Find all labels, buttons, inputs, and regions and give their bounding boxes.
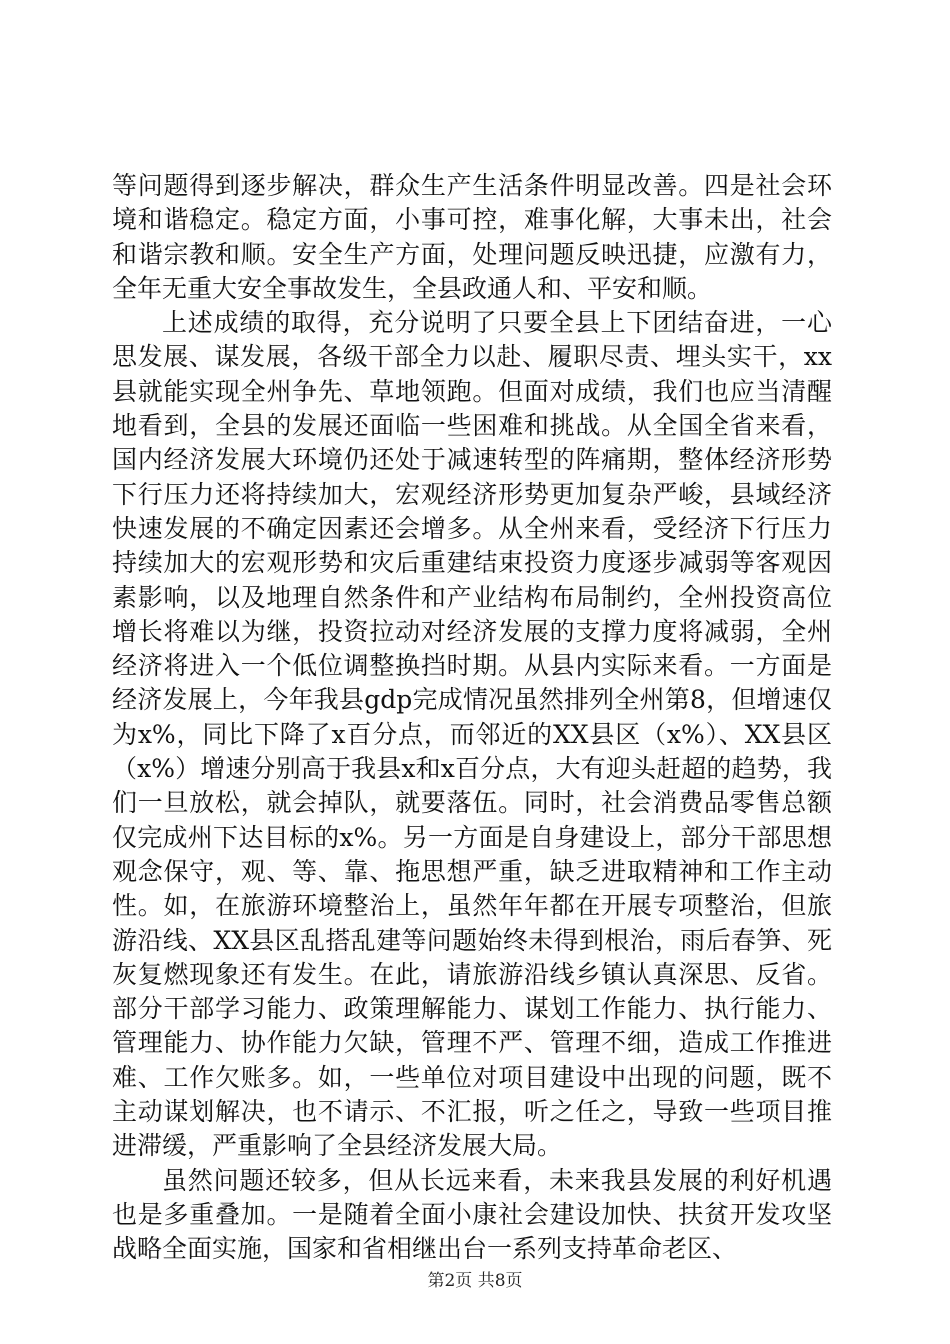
- body-text: [112, 169, 832, 1267]
- paragraph-2: 上述成绩的取得，充分说明了只要全县上下团结奋进，一心思发展、谋发展，各级干部全力以赴、履职尽责、埋头实干，xx县就能实现全州争先、草地领跑。但面对成绩，我们也应当清醒地看到，全县的发展还面临一些困难和挑战。从全国全省来看，国内经济发展大环境仍还处于减速转型的阵痛期，整体经济形势下行压力还将持续加大，宏观经济形势更加复杂严峻，县域经济快速发展的不确定因素还会增多。从全州来看，受经济下行压力持续加大的宏观形势和灾后重建结束投资力度逐步减弱等客观因素影响，以及地理自然条件和产业结构布局制约，全州投资高位增长将难以为继，投资拉动对经济发展的支撑力度将减弱，全州经济将进入一个低位调整换挡时期。从县内实际来看。一方面是经济发展上，今年我县gdp完成情况虽然排列全州第8，但增速仅为x%，同比下降了x百分点，而邻近的XX县区（x%）、XX县区（x%）增速分别高于我县x和x百分点，大有迎头赶超的趋势，我们一旦放松，就会掉队，就要落伍。同时，社会消费品零售总额仅完成州下达目标的x%。另一方面是自身建设上，部分干部思想观念保守，观、等、靠、拖思想严重，缺乏进取精神和工作主动性。如，在旅游环境整治上，虽然年年都在开展专项整治，但旅游沿线、XX县区乱搭乱建等问题始终未得到根治，雨后春笋、死灰复燃现象还有发生。在此，请旅游沿线乡镇认真深思、反省。部分干部学习能力、政策理解能力、谋划工作能力、执行能力、管理能力、协作能力欠缺，管理不严、管理不细，造成工作推进难、工作欠账多。如，一些单位对项目建设中出现的问题，既不主动谋划解决，也不请示、不汇报，听之任之，导致一些项目推进滞缓，严重影响了全县经济发展大局。: [112, 308, 832, 1161]
- page-number-footer: 第2页 共8页: [427, 1271, 523, 1291]
- paragraph-3: 虽然问题还较多，但从长远来看，未来我县发展的利好机遇也是多重叠加。一是随着全面小康社会建设加快、扶贫开发攻坚战略全面实施，国家和省相继出台一系列支持革命老区、: [112, 1165, 832, 1264]
- paragraph-1: 等问题得到逐步解决，群众生产生活条件明显改善。四是社会环境和谐稳定。稳定方面，小事可控，难事化解，大事未出，社会和谐宗教和顺。安全生产方面，处理问题反映迅捷，应激有力，全年无重大安全事故发生，全县政通人和、平安和顺。: [112, 171, 832, 303]
